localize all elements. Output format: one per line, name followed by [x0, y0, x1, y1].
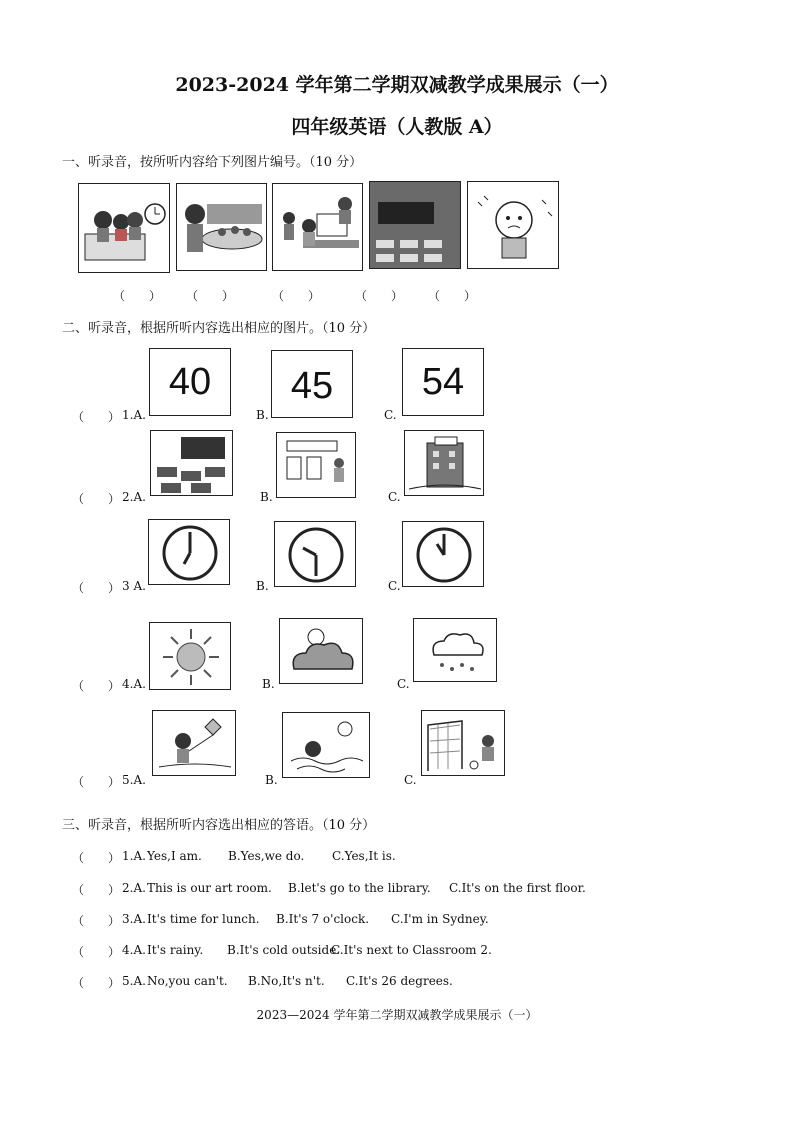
q3-b-label: B. — [256, 579, 269, 593]
s3-q4-num: 4.A. — [122, 943, 146, 957]
q2-b-label: B. — [260, 490, 273, 504]
number-45: 45 — [290, 365, 334, 407]
s3-q5-option-a[interactable]: No,you can't. — [147, 974, 228, 988]
q3-option-b-clock[interactable] — [274, 521, 356, 587]
q5-option-b-swimming[interactable] — [282, 712, 370, 778]
picture-garden — [176, 183, 267, 271]
s3-q5-option-b[interactable]: B.No,It's n't. — [248, 974, 325, 988]
answer-blank-5[interactable]: （ ） — [428, 289, 477, 303]
s3-q1-option-a[interactable]: Yes,I am. — [147, 849, 202, 863]
s3-q3-option-c[interactable]: C.I'm in Sydney. — [391, 912, 489, 926]
q5-option-c-football[interactable] — [421, 710, 505, 776]
number-40: 40 — [168, 361, 212, 403]
section3-heading: 三、听录音，根据所听内容选出相应的答语。（10 分） — [62, 818, 376, 833]
picture-empty-classroom — [369, 181, 461, 269]
page-subtitle: 四年级英语（人教版 A） — [291, 116, 503, 138]
answer-blank-2[interactable]: （ ） — [186, 289, 235, 303]
q2-paren[interactable]: （ ） — [72, 492, 121, 506]
q5-option-a-kite[interactable] — [152, 710, 236, 776]
q4-option-a-sunny[interactable] — [149, 622, 231, 690]
s3-q4-paren[interactable]: （ ） — [72, 945, 121, 959]
q1-label: 1.A. — [122, 408, 146, 422]
s3-q2-paren[interactable]: （ ） — [72, 883, 121, 897]
q2-option-b-art-room[interactable] — [276, 432, 356, 498]
s3-q3-num: 3.A. — [122, 912, 146, 926]
q1-paren[interactable]: （ ） — [72, 410, 121, 424]
q4-option-c-rainy[interactable] — [413, 618, 497, 682]
picture-classroom-clock — [78, 183, 170, 273]
page-title: 2023-2024 学年第二学期双减教学成果展示（一） — [175, 74, 619, 96]
q4-option-b-cloudy[interactable] — [279, 618, 363, 684]
answer-blank-4[interactable]: （ ） — [355, 289, 404, 303]
section2-heading: 二、听录音，根据所听内容选出相应的图片。（10 分） — [62, 321, 376, 336]
s3-q1-num: 1.A. — [122, 849, 146, 863]
q5-paren[interactable]: （ ） — [72, 775, 121, 789]
q4-label: 4.A. — [122, 677, 146, 691]
s3-q2-num: 2.A. — [122, 881, 146, 895]
s3-q3-paren[interactable]: （ ） — [72, 914, 121, 928]
q1-option-a[interactable] — [149, 348, 231, 416]
s3-q1-option-b[interactable]: B.Yes,we do. — [228, 849, 305, 863]
q1-option-c[interactable] — [402, 348, 484, 416]
q2-c-label: C. — [388, 490, 401, 504]
s3-q5-option-c[interactable]: C.It's 26 degrees. — [346, 974, 453, 988]
q3-option-a-clock[interactable] — [148, 519, 230, 585]
section1-heading: 一、听录音，按所听内容给下列图片编号。（10 分） — [62, 155, 363, 170]
answer-blank-3[interactable]: （ ） — [272, 289, 321, 303]
q1-option-b[interactable] — [271, 350, 353, 418]
q2-option-c-library[interactable] — [404, 430, 484, 496]
q4-b-label: B. — [262, 677, 275, 691]
page-footer: 2023—2024 学年第二学期双减教学成果展示（一） — [256, 1008, 538, 1022]
q5-b-label: B. — [265, 773, 278, 787]
q3-paren[interactable]: （ ） — [72, 581, 121, 595]
q1-c-label: C. — [384, 408, 397, 422]
q3-c-label: C. — [388, 579, 401, 593]
picture-computer-room — [272, 183, 363, 271]
q4-c-label: C. — [397, 677, 410, 691]
s3-q2-option-c[interactable]: C.It's on the first floor. — [449, 881, 586, 895]
q3-label: 3 A. — [122, 579, 146, 593]
answer-blank-1[interactable]: （ ） — [113, 289, 162, 303]
q2-label: 2.A. — [122, 490, 146, 504]
number-54: 54 — [421, 361, 465, 403]
s3-q2-option-a[interactable]: This is our art room. — [147, 881, 272, 895]
q4-paren[interactable]: （ ） — [72, 679, 121, 693]
s3-q1-paren[interactable]: （ ） — [72, 851, 121, 865]
s3-q2-option-b[interactable]: B.let's go to the library. — [288, 881, 431, 895]
s3-q3-option-a[interactable]: It's time for lunch. — [147, 912, 260, 926]
s3-q5-num: 5.A. — [122, 974, 146, 988]
q3-option-c-clock[interactable] — [402, 521, 484, 587]
q5-c-label: C. — [404, 773, 417, 787]
q5-label: 5.A. — [122, 773, 146, 787]
q2-option-a-classroom[interactable] — [150, 430, 233, 496]
s3-q1-option-c[interactable]: C.Yes,It is. — [332, 849, 396, 863]
s3-q4-option-c[interactable]: C.It's next to Classroom 2. — [331, 943, 492, 957]
s3-q4-option-b[interactable]: B.It's cold outside. — [227, 943, 341, 957]
picture-cold-girl — [467, 181, 559, 269]
s3-q4-option-a[interactable]: It's rainy. — [147, 943, 204, 957]
s3-q3-option-b[interactable]: B.It's 7 o'clock. — [276, 912, 370, 926]
q1-b-label: B. — [256, 408, 269, 422]
s3-q5-paren[interactable]: （ ） — [72, 976, 121, 990]
